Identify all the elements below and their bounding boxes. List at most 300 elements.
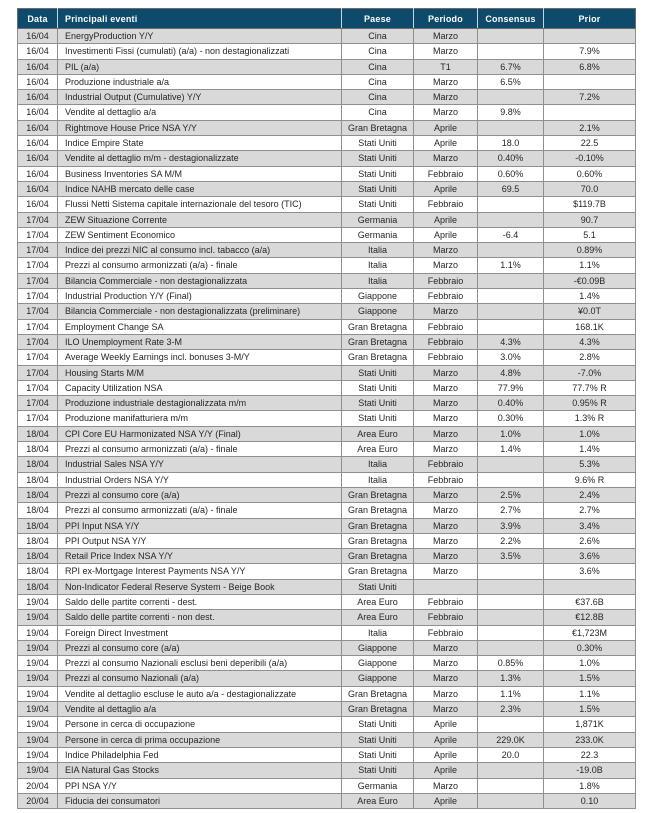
cell-prior: 2.8% (544, 350, 636, 365)
cell-period: Marzo (414, 518, 478, 533)
cell-period: Marzo (414, 243, 478, 258)
cell-consensus (478, 212, 544, 227)
cell-country: Gran Bretagna (342, 686, 414, 701)
cell-period: Aprile (414, 717, 478, 732)
cell-period: Marzo (414, 411, 478, 426)
cell-consensus (478, 197, 544, 212)
cell-consensus (478, 289, 544, 304)
cell-prior: 1.5% (544, 671, 636, 686)
cell-date: 17/04 (18, 273, 58, 288)
cell-consensus (478, 44, 544, 59)
cell-event: Flussi Netti Sistema capitale internazionale del tesoro (TIC) (58, 197, 342, 212)
column-header-country: Paese (342, 9, 414, 29)
header-row (18, 9, 636, 29)
cell-country: Giappone (342, 671, 414, 686)
cell-country: Area Euro (342, 793, 414, 808)
cell-country: Gran Bretagna (342, 350, 414, 365)
cell-consensus (478, 472, 544, 487)
cell-period: Marzo (414, 640, 478, 655)
table-row (18, 334, 636, 349)
table-row (18, 686, 636, 701)
table-header (18, 9, 636, 29)
cell-consensus: 18.0 (478, 136, 544, 151)
cell-country: Stati Uniti (342, 197, 414, 212)
cell-prior: 3.6% (544, 564, 636, 579)
cell-date: 20/04 (18, 793, 58, 808)
cell-period: Febbraio (414, 289, 478, 304)
cell-date: 17/04 (18, 396, 58, 411)
cell-country: Stati Uniti (342, 732, 414, 747)
cell-period (414, 579, 478, 594)
table-row (18, 289, 636, 304)
cell-country: Italia (342, 472, 414, 487)
cell-period: Marzo (414, 29, 478, 44)
cell-event: Capacity Utilization NSA (58, 380, 342, 395)
cell-event: Foreign Direct Investment (58, 625, 342, 640)
cell-date: 16/04 (18, 136, 58, 151)
cell-date: 20/04 (18, 778, 58, 793)
cell-country: Italia (342, 258, 414, 273)
cell-consensus: 1.0% (478, 426, 544, 441)
cell-period: Febbraio (414, 625, 478, 640)
cell-country: Stati Uniti (342, 763, 414, 778)
cell-date: 16/04 (18, 59, 58, 74)
economic-calendar (17, 8, 635, 809)
cell-period: Marzo (414, 778, 478, 793)
cell-event: Industrial Sales NSA Y/Y (58, 457, 342, 472)
cell-prior: 1.1% (544, 258, 636, 273)
cell-event: Prezzi al consumo core (a/a) (58, 640, 342, 655)
cell-country: Cina (342, 59, 414, 74)
table-row (18, 74, 636, 89)
table-row (18, 120, 636, 135)
cell-date: 18/04 (18, 518, 58, 533)
cell-prior: 1.4% (544, 442, 636, 457)
cell-consensus (478, 763, 544, 778)
cell-country: Gran Bretagna (342, 549, 414, 564)
cell-consensus (478, 243, 544, 258)
cell-consensus (478, 778, 544, 793)
table-body (18, 29, 636, 809)
cell-event: Indice NAHB mercato delle case (58, 181, 342, 196)
cell-period: Marzo (414, 533, 478, 548)
cell-period: Marzo (414, 487, 478, 502)
cell-consensus: 3.5% (478, 549, 544, 564)
cell-event: Industrial Production Y/Y (Final) (58, 289, 342, 304)
cell-prior (544, 105, 636, 120)
table-row (18, 166, 636, 181)
cell-period: Aprile (414, 136, 478, 151)
cell-prior: -7.0% (544, 365, 636, 380)
cell-consensus: 0.40% (478, 151, 544, 166)
table-row (18, 487, 636, 502)
cell-country: Cina (342, 44, 414, 59)
table-row (18, 212, 636, 227)
cell-prior: -19.0B (544, 763, 636, 778)
cell-date: 18/04 (18, 503, 58, 518)
cell-event: Produzione industriale destagionalizzata m/m (58, 396, 342, 411)
cell-date: 18/04 (18, 472, 58, 487)
cell-consensus (478, 564, 544, 579)
table-row (18, 90, 636, 105)
cell-period: Marzo (414, 671, 478, 686)
table-row (18, 442, 636, 457)
cell-event: Indice dei prezzi NIC al consumo incl. tabacco (a/a) (58, 243, 342, 258)
table-row (18, 396, 636, 411)
cell-consensus (478, 273, 544, 288)
cell-event: Housing Starts M/M (58, 365, 342, 380)
cell-consensus: 4.3% (478, 334, 544, 349)
table-row (18, 610, 636, 625)
cell-event: Saldo delle partite correnti - dest. (58, 594, 342, 609)
cell-prior: 9.6% R (544, 472, 636, 487)
cell-country: Giappone (342, 656, 414, 671)
cell-date: 19/04 (18, 656, 58, 671)
column-header-prior: Prior (544, 9, 636, 29)
table-row (18, 671, 636, 686)
table-row (18, 763, 636, 778)
cell-period: Febbraio (414, 319, 478, 334)
column-header-date: Data (18, 9, 58, 29)
cell-period: Aprile (414, 212, 478, 227)
cell-period: Marzo (414, 564, 478, 579)
cell-prior: 3.6% (544, 549, 636, 564)
cell-date: 16/04 (18, 90, 58, 105)
cell-period: Marzo (414, 90, 478, 105)
table-row (18, 656, 636, 671)
table-row (18, 29, 636, 44)
table-row (18, 380, 636, 395)
cell-country: Stati Uniti (342, 747, 414, 762)
table-row (18, 243, 636, 258)
cell-country: Stati Uniti (342, 151, 414, 166)
cell-prior: 4.3% (544, 334, 636, 349)
table-row (18, 197, 636, 212)
cell-event: ILO Unemployment Rate 3-M (58, 334, 342, 349)
cell-date: 19/04 (18, 594, 58, 609)
cell-consensus: 1.1% (478, 686, 544, 701)
table-row (18, 136, 636, 151)
cell-date: 18/04 (18, 457, 58, 472)
cell-event: Saldo delle partite correnti - non dest. (58, 610, 342, 625)
cell-period: Marzo (414, 503, 478, 518)
cell-event: Prezzi al consumo Nazionali esclusi beni deperibili (a/a) (58, 656, 342, 671)
cell-event: Prezzi al consumo Nazionali (a/a) (58, 671, 342, 686)
cell-consensus (478, 717, 544, 732)
cell-prior: 1.0% (544, 656, 636, 671)
cell-event: Business Inventories SA M/M (58, 166, 342, 181)
cell-event: Retail Price Index NSA Y/Y (58, 549, 342, 564)
cell-prior: 2.7% (544, 503, 636, 518)
cell-period: Febbraio (414, 350, 478, 365)
cell-date: 17/04 (18, 319, 58, 334)
cell-consensus: 0.40% (478, 396, 544, 411)
cell-prior: 0.30% (544, 640, 636, 655)
table-row (18, 533, 636, 548)
cell-prior: 0.89% (544, 243, 636, 258)
cell-prior: 0.10 (544, 793, 636, 808)
table-row (18, 365, 636, 380)
cell-prior: 1.8% (544, 778, 636, 793)
cell-event: Prezzi al consumo armonizzati (a/a) - finale (58, 442, 342, 457)
table-row (18, 59, 636, 74)
cell-period: Marzo (414, 380, 478, 395)
cell-country: Area Euro (342, 442, 414, 457)
cell-prior: 3.4% (544, 518, 636, 533)
cell-country: Giappone (342, 289, 414, 304)
cell-consensus (478, 579, 544, 594)
cell-date: 19/04 (18, 732, 58, 747)
column-header-consensus: Consensus (478, 9, 544, 29)
cell-country: Stati Uniti (342, 380, 414, 395)
cell-date: 17/04 (18, 334, 58, 349)
cell-period: Marzo (414, 426, 478, 441)
cell-date: 18/04 (18, 426, 58, 441)
table-row (18, 457, 636, 472)
cell-event: Rightmove House Price NSA Y/Y (58, 120, 342, 135)
table-row (18, 426, 636, 441)
cell-prior: 1.3% R (544, 411, 636, 426)
column-header-event: Principali eventi (58, 9, 342, 29)
cell-consensus: 9.8% (478, 105, 544, 120)
table-row (18, 793, 636, 808)
cell-country: Gran Bretagna (342, 533, 414, 548)
cell-period: Febbraio (414, 197, 478, 212)
cell-consensus (478, 29, 544, 44)
cell-prior: 1.0% (544, 426, 636, 441)
cell-prior: 90.7 (544, 212, 636, 227)
cell-country: Cina (342, 105, 414, 120)
cell-date: 17/04 (18, 258, 58, 273)
cell-consensus: 20.0 (478, 747, 544, 762)
cell-country: Stati Uniti (342, 717, 414, 732)
cell-date: 17/04 (18, 304, 58, 319)
cell-event: EnergyProduction Y/Y (58, 29, 342, 44)
cell-period: Aprile (414, 181, 478, 196)
cell-country: Gran Bretagna (342, 564, 414, 579)
cell-country: Cina (342, 29, 414, 44)
cell-period: Marzo (414, 656, 478, 671)
cell-consensus: 1.3% (478, 671, 544, 686)
cell-prior: -€0.09B (544, 273, 636, 288)
table-row (18, 732, 636, 747)
cell-event: Average Weekly Earnings incl. bonuses 3-M/Y (58, 350, 342, 365)
cell-consensus (478, 120, 544, 135)
cell-consensus (478, 793, 544, 808)
cell-consensus: 4.8% (478, 365, 544, 380)
cell-country: Italia (342, 273, 414, 288)
cell-event: Non-Indicator Federal Reserve System - Beige Book (58, 579, 342, 594)
cell-consensus: 1.4% (478, 442, 544, 457)
cell-country: Stati Uniti (342, 411, 414, 426)
cell-consensus: 69.5 (478, 181, 544, 196)
cell-period: Aprile (414, 227, 478, 242)
cell-event: PIL (a/a) (58, 59, 342, 74)
cell-country: Italia (342, 457, 414, 472)
cell-consensus (478, 625, 544, 640)
cell-event: CPI Core EU Harmonizated NSA Y/Y (Final) (58, 426, 342, 441)
cell-period: Marzo (414, 702, 478, 717)
cell-consensus: 3.0% (478, 350, 544, 365)
cell-event: Industrial Output (Cumulative) Y/Y (58, 90, 342, 105)
cell-consensus: 77.9% (478, 380, 544, 395)
table-row (18, 747, 636, 762)
cell-date: 19/04 (18, 763, 58, 778)
cell-date: 17/04 (18, 380, 58, 395)
cell-event: RPI ex-Mortgage Interest Payments NSA Y/Y (58, 564, 342, 579)
cell-date: 19/04 (18, 717, 58, 732)
cell-prior: 2.1% (544, 120, 636, 135)
cell-event: Vendite al dettaglio escluse le auto a/a - destagionalizzate (58, 686, 342, 701)
cell-date: 16/04 (18, 181, 58, 196)
cell-event: Indice Philadelphia Fed (58, 747, 342, 762)
cell-period: Febbraio (414, 273, 478, 288)
table-row (18, 411, 636, 426)
cell-period: T1 (414, 59, 478, 74)
cell-consensus: 3.9% (478, 518, 544, 533)
cell-period: Febbraio (414, 334, 478, 349)
cell-prior: ¥0.0T (544, 304, 636, 319)
cell-event: PPI Output NSA Y/Y (58, 533, 342, 548)
cell-date: 17/04 (18, 243, 58, 258)
cell-country: Stati Uniti (342, 181, 414, 196)
cell-date: 18/04 (18, 564, 58, 579)
cell-event: EIA Natural Gas Stocks (58, 763, 342, 778)
cell-consensus: 0.60% (478, 166, 544, 181)
cell-period: Aprile (414, 747, 478, 762)
cell-country: Stati Uniti (342, 396, 414, 411)
cell-country: Stati Uniti (342, 166, 414, 181)
table-row (18, 151, 636, 166)
cell-consensus: 2.5% (478, 487, 544, 502)
cell-event: Bilancia Commerciale - non destagionalizzata (58, 273, 342, 288)
cell-event: Vendite al dettaglio a/a (58, 105, 342, 120)
cell-country: Cina (342, 74, 414, 89)
column-header-period: Periodo (414, 9, 478, 29)
cell-period: Marzo (414, 686, 478, 701)
cell-period: Aprile (414, 793, 478, 808)
cell-country: Gran Bretagna (342, 518, 414, 533)
cell-country: Area Euro (342, 594, 414, 609)
cell-period: Aprile (414, 732, 478, 747)
cell-country: Area Euro (342, 426, 414, 441)
cell-event: Investimenti Fissi (cumulati) (a/a) - non destagionalizzati (58, 44, 342, 59)
cell-period: Aprile (414, 120, 478, 135)
cell-country: Gran Bretagna (342, 334, 414, 349)
cell-event: Vendite al dettaglio m/m - destagionalizzate (58, 151, 342, 166)
cell-country: Germania (342, 227, 414, 242)
cell-date: 18/04 (18, 442, 58, 457)
cell-consensus: 2.2% (478, 533, 544, 548)
economic-calendar-table (17, 8, 636, 809)
cell-prior: 70.0 (544, 181, 636, 196)
cell-date: 17/04 (18, 227, 58, 242)
cell-period: Marzo (414, 258, 478, 273)
cell-period: Febbraio (414, 166, 478, 181)
table-row (18, 778, 636, 793)
cell-prior: 0.60% (544, 166, 636, 181)
cell-event: Persone in cerca di prima occupazione (58, 732, 342, 747)
cell-country: Gran Bretagna (342, 319, 414, 334)
cell-prior (544, 579, 636, 594)
table-row (18, 717, 636, 732)
cell-event: Industrial Orders NSA Y/Y (58, 472, 342, 487)
cell-prior: 1.1% (544, 686, 636, 701)
cell-consensus: 229.0K (478, 732, 544, 747)
cell-date: 19/04 (18, 610, 58, 625)
cell-event: Prezzi al consumo armonizzati (a/a) - finale (58, 503, 342, 518)
table-row (18, 640, 636, 655)
cell-date: 17/04 (18, 365, 58, 380)
cell-event: ZEW Situazione Corrente (58, 212, 342, 227)
cell-date: 18/04 (18, 487, 58, 502)
cell-event: Produzione manifatturiera m/m (58, 411, 342, 426)
cell-country: Gran Bretagna (342, 120, 414, 135)
cell-date: 19/04 (18, 640, 58, 655)
cell-prior: €1,723M (544, 625, 636, 640)
cell-consensus: 1.1% (478, 258, 544, 273)
cell-country: Stati Uniti (342, 136, 414, 151)
cell-prior: 1,871K (544, 717, 636, 732)
cell-prior: 77.7% R (544, 380, 636, 395)
cell-period: Marzo (414, 549, 478, 564)
cell-date: 16/04 (18, 151, 58, 166)
table-row (18, 564, 636, 579)
cell-country: Area Euro (342, 610, 414, 625)
cell-consensus: 2.7% (478, 503, 544, 518)
cell-event: PPI NSA Y/Y (58, 778, 342, 793)
cell-country: Italia (342, 243, 414, 258)
cell-prior: 2.6% (544, 533, 636, 548)
cell-prior: 22.3 (544, 747, 636, 762)
cell-consensus (478, 610, 544, 625)
cell-date: 19/04 (18, 747, 58, 762)
table-row (18, 227, 636, 242)
cell-event: Employment Change SA (58, 319, 342, 334)
table-row (18, 625, 636, 640)
cell-date: 16/04 (18, 197, 58, 212)
cell-period: Febbraio (414, 457, 478, 472)
cell-period: Marzo (414, 396, 478, 411)
cell-prior (544, 74, 636, 89)
cell-consensus: 6.7% (478, 59, 544, 74)
cell-date: 16/04 (18, 105, 58, 120)
cell-prior (544, 29, 636, 44)
cell-consensus (478, 319, 544, 334)
cell-period: Marzo (414, 105, 478, 120)
cell-prior: 233.0K (544, 732, 636, 747)
cell-country: Germania (342, 212, 414, 227)
cell-period: Marzo (414, 365, 478, 380)
table-row (18, 702, 636, 717)
cell-event: Bilancia Commerciale - non destagionalizzata (preliminare) (58, 304, 342, 319)
cell-event: PPI Input NSA Y/Y (58, 518, 342, 533)
cell-prior: 1.4% (544, 289, 636, 304)
table-row (18, 549, 636, 564)
cell-country: Giappone (342, 304, 414, 319)
cell-consensus (478, 640, 544, 655)
cell-date: 19/04 (18, 686, 58, 701)
cell-prior: 2.4% (544, 487, 636, 502)
table-row (18, 350, 636, 365)
cell-prior: -0.10% (544, 151, 636, 166)
cell-prior: 6.8% (544, 59, 636, 74)
table-row (18, 181, 636, 196)
table-row (18, 44, 636, 59)
cell-country: Germania (342, 778, 414, 793)
cell-prior: 5.3% (544, 457, 636, 472)
table-row (18, 518, 636, 533)
